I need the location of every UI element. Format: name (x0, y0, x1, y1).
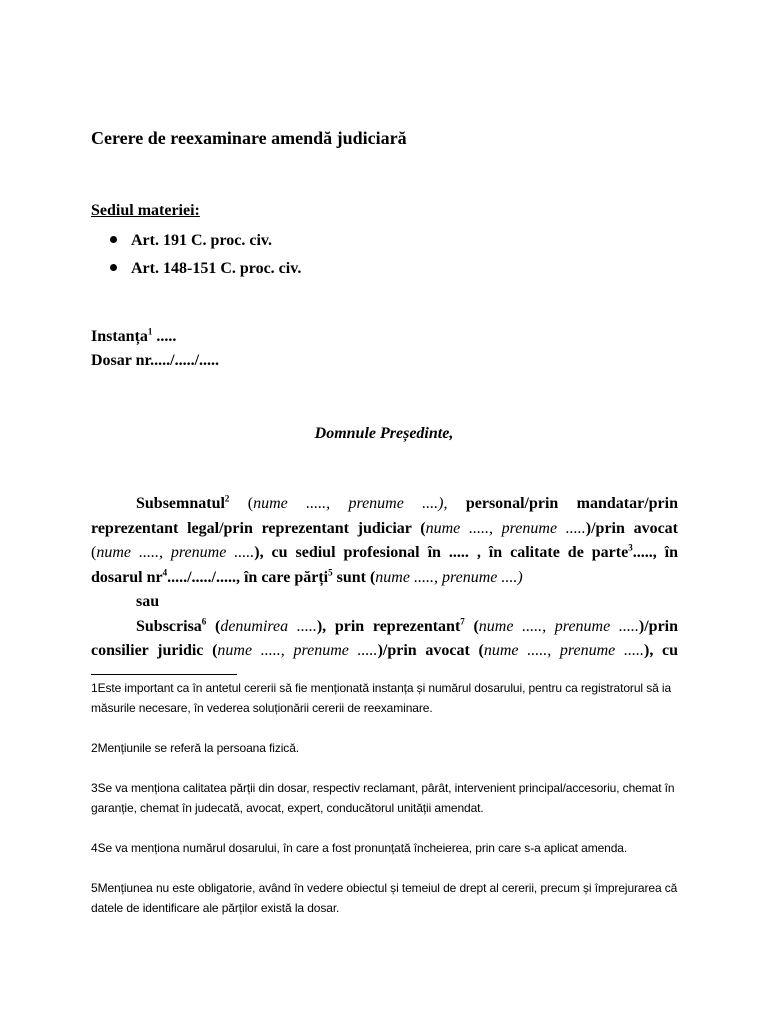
bullet-icon (110, 236, 117, 243)
placeholder-text: nume ....., prenume ....) (375, 568, 523, 586)
body-text-span: )/prin (638, 617, 678, 635)
body-line (91, 590, 678, 615)
footnote-ref: 7 (460, 616, 465, 627)
footnote-ref: 4 (162, 567, 168, 578)
footnote-ref: 2 (224, 493, 230, 504)
placeholder-text: nume ....., prenume ..... (483, 642, 644, 659)
body-text-span: ....., în (632, 544, 678, 561)
body-text-span: )/prin avocat (585, 519, 678, 537)
footnote: 2Mențiunile se referă la persoana fizică. (91, 741, 300, 755)
list-item-text: Art. 148-151 C. proc. civ. (131, 260, 302, 277)
list-item-text: Art. 191 C. proc. civ. (131, 232, 273, 249)
court-label: Instanța (91, 328, 148, 345)
bullet-icon (110, 264, 117, 271)
placeholder-text: nume ....., prenume ..... (217, 642, 378, 659)
body-text-span: ( (206, 617, 221, 635)
body-text-span: ), prin reprezentant (316, 617, 461, 635)
body-text-span: ), cu sediul profesional în ..... , în calitate de parte (254, 544, 629, 561)
body-line (91, 492, 678, 517)
placeholder-text: nume ....., prenume ....), (253, 495, 448, 512)
body-text-span: dosarul nr (91, 568, 163, 586)
footnote: 1Este important ca în antetul cererii să fie menționată instanța și numărul dosarului, pentru ca registratorul să ia măsurile necesare, în vederea soluționării cererii de reexaminare. (91, 681, 672, 715)
court-line (91, 328, 176, 346)
footnote-ref: 6 (201, 616, 207, 627)
footnote-separator (91, 674, 237, 675)
footnote: 4Se va menționa numărul dosarului, în care a fost pronunțată încheierea, prin care s-a aplicat amenda. (91, 841, 628, 855)
body-text-span: ( (464, 617, 479, 635)
request-body (91, 492, 678, 664)
body-text-span: Subscrisa (136, 617, 202, 635)
court-value: ..... (152, 328, 177, 345)
body-line (91, 615, 678, 640)
footnotes (91, 678, 691, 938)
footnote-ref: 1 (147, 326, 153, 337)
legal-basis-list (110, 227, 301, 283)
body-text-span: sunt ( (332, 568, 376, 586)
footnote: 5Mențiunea nu este obligatorie, având în vedere obiectul și temeiul de drept al cererii, precum și împrejurarea că datele de identificare ale părților există la dosar. (91, 881, 678, 915)
body-line (91, 639, 678, 664)
footnote: 3Se va menționa calitatea părții din dosar, respectiv reclamant, pârât, intervenient principal/accesoriu, chemat în garanție, chemat în judecată, avocat, expert, conducătorul unității amendat. (91, 781, 675, 815)
placeholder-text: denumirea ..... (220, 617, 317, 635)
body-text-span: Subsemnatul (136, 495, 225, 512)
body-text-span: )/prin avocat ( (377, 642, 484, 659)
legal-basis-heading-text: Sediul materiei (91, 202, 195, 219)
body-line (91, 566, 678, 591)
body-text-span: reprezentant legal/prin reprezentant judiciar ( (91, 519, 426, 537)
body-text-span: ( (91, 544, 97, 561)
legal-basis-heading (91, 202, 200, 220)
file-number-line: Dosar nr...../...../..... (91, 352, 220, 369)
document-title: Cerere de reexaminare amendă judiciară (91, 128, 407, 148)
footnote-ref: 5 (328, 567, 333, 578)
body-text-span: sau (136, 593, 160, 610)
body-line (91, 541, 678, 566)
body-text-span: ( (229, 495, 254, 512)
body-text-span: personal/prin mandatar/prin (447, 495, 678, 512)
placeholder-text: nume ....., prenume ..... (478, 617, 639, 635)
placeholder-text: nume ....., prenume ..... (425, 519, 586, 537)
list-item (110, 255, 301, 283)
placeholder-text: nume ....., prenume ..... (96, 544, 255, 561)
legal-basis-heading-colon: : (194, 202, 200, 219)
body-text-span: ), cu (643, 642, 678, 659)
body-text-span: ...../...../....., în care părți (167, 568, 329, 586)
list-item (110, 227, 301, 255)
footnote-ref: 3 (628, 542, 633, 553)
body-line (91, 517, 678, 542)
salutation: Domnule Președinte, (314, 425, 454, 442)
body-text-span: consilier juridic ( (91, 642, 218, 659)
